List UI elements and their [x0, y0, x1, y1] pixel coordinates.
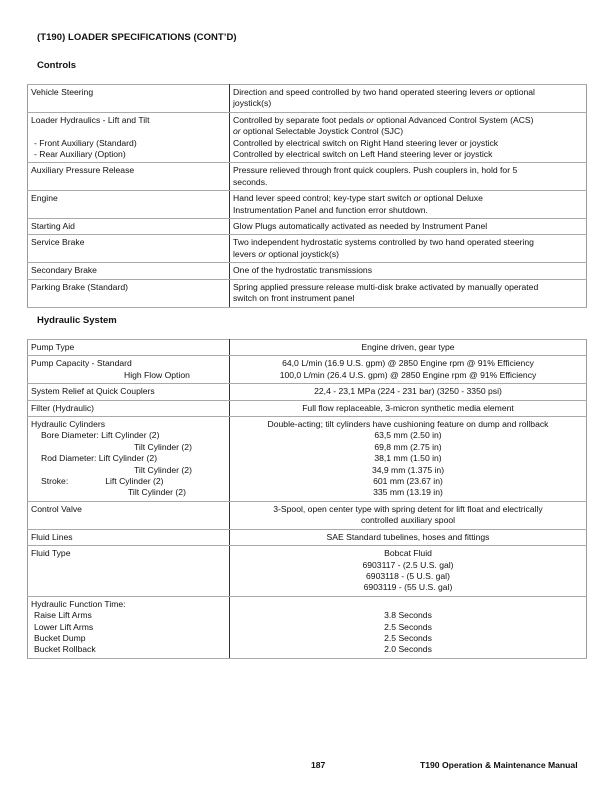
row-label: Control Valve	[31, 503, 82, 514]
row-value: 6903117 - (2.5 U.S. gal)	[362, 559, 454, 570]
row-value: SAE Standard tubelines, hoses and fittings	[326, 531, 490, 542]
row-value: 3.8 Seconds	[384, 610, 432, 621]
row-value: 2.5 Seconds	[384, 621, 432, 632]
row-label: Fluid Lines	[31, 531, 73, 542]
row-value: 38,1 mm (1.50 in)	[374, 453, 442, 464]
row-label: Pump Type	[31, 342, 75, 352]
row-value: 22,4 - 23,1 MPa (224 - 231 bar) (3250 - 3350 psi)	[314, 386, 502, 397]
table-row	[28, 235, 587, 263]
table-row	[28, 85, 587, 113]
table-row	[28, 219, 587, 235]
row-value: 2.0 Seconds	[384, 644, 432, 655]
page-title: (T190) LOADER SPECIFICATIONS (CONT’D)	[37, 32, 237, 43]
row-value: Instrumentation Panel and function error shutdown.	[233, 204, 428, 215]
row-label: Auxiliary Pressure Release	[31, 165, 135, 176]
manual-title: T190 Operation & Maintenance Manual	[420, 760, 578, 770]
row-value: Engine driven, gear type	[361, 342, 455, 352]
row-label: Rod Diameter: Lift Cylinder (2)	[41, 453, 158, 464]
row-value: Full flow replaceable, 3-micron synthetic media element	[302, 402, 514, 413]
row-label: Bucket Rollback	[34, 644, 96, 655]
row-label: Filter (Hydraulic)	[31, 402, 95, 413]
row-label: Starting Aid	[31, 221, 75, 232]
section-title-hydraulic: Hydraulic System	[37, 315, 117, 326]
table-row	[28, 529, 587, 545]
row-value: seconds.	[233, 176, 268, 187]
row-label: Service Brake	[31, 237, 85, 248]
row-label: Secondary Brake	[31, 265, 97, 276]
row-value: 6903118 - (5 U.S. gal)	[366, 570, 450, 581]
row-label: Hydraulic Function Time:	[31, 598, 126, 609]
row-value: 34,9 mm (1.375 in)	[371, 464, 445, 475]
row-label: Bore Diameter: Lift Cylinder (2)	[41, 430, 160, 441]
table-row	[28, 279, 587, 307]
row-value: or optional Selectable Joystick Control (SJC)	[233, 126, 404, 137]
row-label: Tilt Cylinder (2)	[128, 487, 186, 498]
row-label: Tilt Cylinder (2)	[134, 441, 192, 452]
row-value: 69,8 mm (2.75 in)	[374, 441, 442, 452]
row-label: Fluid Type	[31, 548, 71, 559]
row-label: Loader Hydraulics - Lift and Tilt	[31, 114, 150, 125]
row-value: Spring applied pressure release multi-disk brake activated by manually operated	[233, 281, 539, 292]
section-title-controls: Controls	[37, 60, 77, 71]
table-row	[28, 191, 587, 219]
table-row	[28, 112, 587, 163]
table-row	[28, 263, 587, 279]
page-number: 187	[311, 760, 326, 770]
row-value: 100,0 L/min (26.4 U.S. gpm) @ 2850 Engine rpm @ 91% Efficiency	[279, 369, 537, 380]
row-value: Hand lever speed control; key-type start switch or optional Deluxe	[233, 193, 483, 204]
row-label: Hydraulic Cylinders	[31, 419, 106, 430]
row-value: levers or optional joystick(s)	[233, 248, 340, 259]
row-value: 3-Spool, open center type with spring detent for lift float and electrically	[273, 503, 543, 514]
row-value: Glow Plugs automatically activated as needed by Instrument Panel	[233, 221, 488, 232]
row-value: Controlled by electrical switch on Left Hand steering lever or joystick	[233, 149, 493, 160]
row-value: 601 mm (23.67 in)	[373, 476, 443, 487]
row-label: Parking Brake (Standard)	[31, 281, 128, 292]
table-row	[28, 340, 587, 356]
table-row	[28, 163, 587, 191]
row-label: High Flow Option	[124, 369, 190, 380]
table-row	[28, 546, 587, 597]
hydraulic-table	[27, 339, 587, 659]
row-value: controlled auxiliary spool	[360, 515, 456, 526]
row-value: Pressure relieved through front quick couplers. Push couplers in, hold for 5	[233, 165, 518, 176]
row-value: 2.5 Seconds	[384, 632, 432, 643]
row-value: 63,5 mm (2.50 in)	[374, 430, 442, 441]
row-value: Controlled by separate foot pedals or optional Advanced Control System (ACS)	[233, 114, 534, 125]
row-label: Stroke: Lift Cylinder (2)	[41, 476, 164, 487]
table-row	[28, 400, 587, 416]
row-label: Lower Lift Arms	[34, 621, 94, 632]
row-value: 335 mm (13.19 in)	[373, 487, 443, 498]
row-value: switch on front instrument panel	[233, 293, 355, 304]
row-label: Raise Lift Arms	[34, 610, 92, 621]
row-value: One of the hydrostatic transmissions	[233, 265, 372, 276]
row-value: Controlled by electrical switch on Right Hand steering lever or joystick	[233, 137, 499, 148]
table-row	[28, 501, 587, 529]
row-label: Pump Capacity - Standard	[31, 358, 132, 369]
row-value: 6903119 - (55 U.S. gal)	[363, 582, 453, 593]
table-row	[28, 417, 587, 502]
row-label: System Relief at Quick Couplers	[31, 386, 155, 397]
row-value: Double-acting; tilt cylinders have cushioning feature on dump and rollback	[267, 419, 549, 430]
row-value: 64,0 L/min (16.9 U.S. gpm) @ 2850 Engine rpm @ 91% Efficiency	[282, 358, 534, 369]
row-value: joystick(s)	[233, 98, 272, 109]
row-value: Direction and speed controlled by two hand operated steering levers or optional	[233, 87, 535, 97]
row-label: - Rear Auxiliary (Option)	[34, 149, 126, 160]
row-label: Engine	[31, 193, 58, 204]
row-label: - Front Auxiliary (Standard)	[34, 137, 137, 148]
controls-table	[27, 84, 587, 308]
row-label: Vehicle Steering	[31, 87, 94, 97]
table-row	[28, 596, 587, 658]
row-value: Two independent hydrostatic systems controlled by two hand operated steering	[233, 237, 534, 248]
table-row	[28, 356, 587, 384]
row-value: Bobcat Fluid	[384, 548, 432, 559]
row-label: Tilt Cylinder (2)	[134, 464, 192, 475]
table-row	[28, 384, 587, 400]
row-label: Bucket Dump	[34, 632, 86, 643]
